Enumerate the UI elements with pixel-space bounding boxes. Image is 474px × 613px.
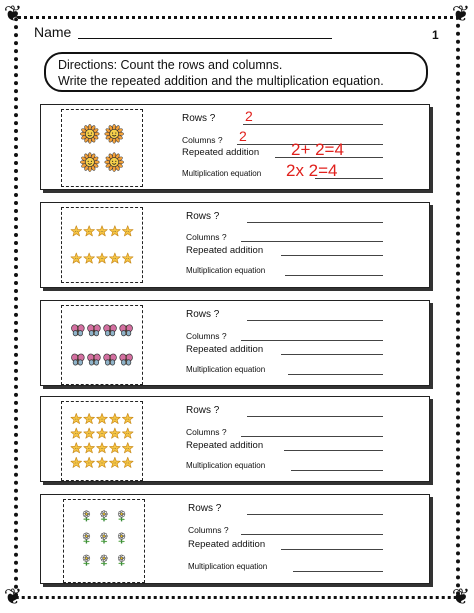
answer-line-columns[interactable] [241, 436, 383, 437]
answer-line-multiplication[interactable] [291, 470, 383, 471]
directions-line-2: Write the repeated addition and the multiplication equation. [58, 74, 384, 88]
label-columns: Columns ? [188, 524, 229, 535]
label-rows: Rows ? [182, 113, 216, 124]
answer-line-multiplication[interactable] [288, 374, 383, 375]
star-icon [122, 428, 133, 438]
star-icon [71, 226, 82, 236]
daisy-icon [101, 555, 108, 566]
star-icon [71, 443, 82, 453]
problem-card [40, 396, 430, 482]
label-columns: Columns ? [186, 231, 227, 242]
problem-card [40, 202, 430, 288]
star-icon [122, 457, 133, 467]
butterfly-icon [88, 354, 101, 365]
butterfly-icon [120, 354, 133, 365]
problem-card [40, 300, 430, 386]
answer-line-rows[interactable] [247, 416, 383, 417]
daisy-icon [101, 511, 108, 522]
picture-array [63, 499, 145, 583]
butterfly-icon [120, 325, 133, 336]
answer-line-columns[interactable] [241, 340, 383, 341]
handwritten-answer-repeated: 2+ 2=4 [291, 140, 344, 159]
butterfly-icon [104, 354, 117, 365]
star-icon [109, 253, 120, 263]
answer-line-rows[interactable] [247, 222, 383, 223]
star-icon [71, 457, 82, 467]
label-multiplication: Multiplication equation [186, 266, 266, 275]
answer-line-rows[interactable] [243, 124, 383, 125]
star-icon [84, 428, 95, 438]
star-icon [122, 253, 133, 263]
daisy-icon [83, 555, 90, 566]
label-multiplication: Multiplication equation [188, 562, 268, 571]
star-icon [84, 253, 95, 263]
label-multiplication: Multiplication equation [186, 365, 266, 374]
answer-line-multiplication[interactable] [285, 275, 383, 276]
star-icon [97, 457, 108, 467]
answer-line-repeated[interactable] [281, 549, 383, 550]
star-icon [71, 428, 82, 438]
directions-box [44, 52, 428, 92]
answer-line-repeated[interactable] [281, 354, 383, 355]
problem-card [40, 494, 430, 584]
answer-line-rows[interactable] [247, 514, 383, 515]
star-icon [97, 443, 108, 453]
star-icon [71, 253, 82, 263]
daisy-icon [118, 533, 125, 544]
star-icon [84, 457, 95, 467]
answer-line-rows[interactable] [247, 320, 383, 321]
star-icon [84, 413, 95, 423]
corner-ornament-icon: ❦ [451, 2, 471, 27]
handwritten-answer-multiplication: 2x 2=4 [286, 161, 338, 180]
butterfly-icon [88, 325, 101, 336]
label-columns: Columns ? [186, 330, 227, 341]
corner-ornament-icon: ❦ [3, 2, 23, 27]
problem-card [40, 104, 430, 190]
name-input-line[interactable] [78, 38, 332, 39]
daisy-icon [118, 555, 125, 566]
sunflower-icon [80, 153, 99, 172]
picture-array [61, 207, 143, 283]
answer-line-columns[interactable] [241, 241, 383, 242]
sunflower-icon [80, 124, 99, 143]
corner-ornament-icon: ❦ [451, 585, 471, 610]
label-rows: Rows ? [186, 211, 220, 222]
sunflower-icon [105, 124, 124, 143]
star-icon [84, 443, 95, 453]
star-icon [71, 413, 82, 423]
star-icon [97, 226, 108, 236]
daisy-icon [118, 511, 125, 522]
butterfly-icon [71, 354, 84, 365]
label-rows: Rows ? [186, 309, 220, 320]
picture-array [61, 401, 143, 481]
label-multiplication: Multiplication equation [182, 169, 262, 178]
answer-line-repeated[interactable] [284, 450, 383, 451]
sunflower-icon [105, 153, 124, 172]
star-icon [110, 443, 121, 453]
corner-ornament-icon: ❦ [3, 585, 23, 610]
name-label: Name [34, 24, 72, 40]
daisy-icon [101, 533, 108, 544]
label-repeated: Repeated addition [186, 343, 264, 355]
butterfly-icon [104, 325, 117, 336]
star-icon [97, 428, 108, 438]
star-icon [97, 253, 108, 263]
daisy-icon [83, 533, 90, 544]
answer-line-repeated[interactable] [281, 255, 383, 256]
answer-line-columns[interactable] [241, 534, 383, 535]
label-repeated: Repeated addition [186, 244, 264, 256]
star-icon [84, 226, 95, 236]
label-rows: Rows ? [188, 503, 222, 514]
star-icon [110, 428, 121, 438]
star-icon [122, 443, 133, 453]
picture-array [61, 109, 143, 187]
star-icon [97, 413, 108, 423]
answer-line-multiplication[interactable] [293, 571, 383, 572]
label-columns: Columns ? [186, 426, 227, 437]
daisy-icon [83, 511, 90, 522]
star-icon [122, 413, 133, 423]
butterfly-icon [71, 325, 84, 336]
page-number: 1 [432, 28, 439, 42]
label-repeated: Repeated addition [182, 146, 260, 158]
star-icon [110, 413, 121, 423]
directions-line-1: Directions: Count the rows and columns. [58, 58, 283, 72]
label-repeated: Repeated addition [188, 538, 266, 550]
label-multiplication: Multiplication equation [186, 461, 266, 470]
star-icon [110, 457, 121, 467]
label-repeated: Repeated addition [186, 439, 264, 451]
star-icon [122, 226, 133, 236]
handwritten-answer-columns: 2 [239, 128, 247, 144]
label-rows: Rows ? [186, 405, 220, 416]
label-columns: Columns ? [182, 134, 223, 145]
handwritten-answer-rows: 2 [245, 108, 253, 124]
picture-array [61, 305, 143, 385]
star-icon [109, 226, 120, 236]
